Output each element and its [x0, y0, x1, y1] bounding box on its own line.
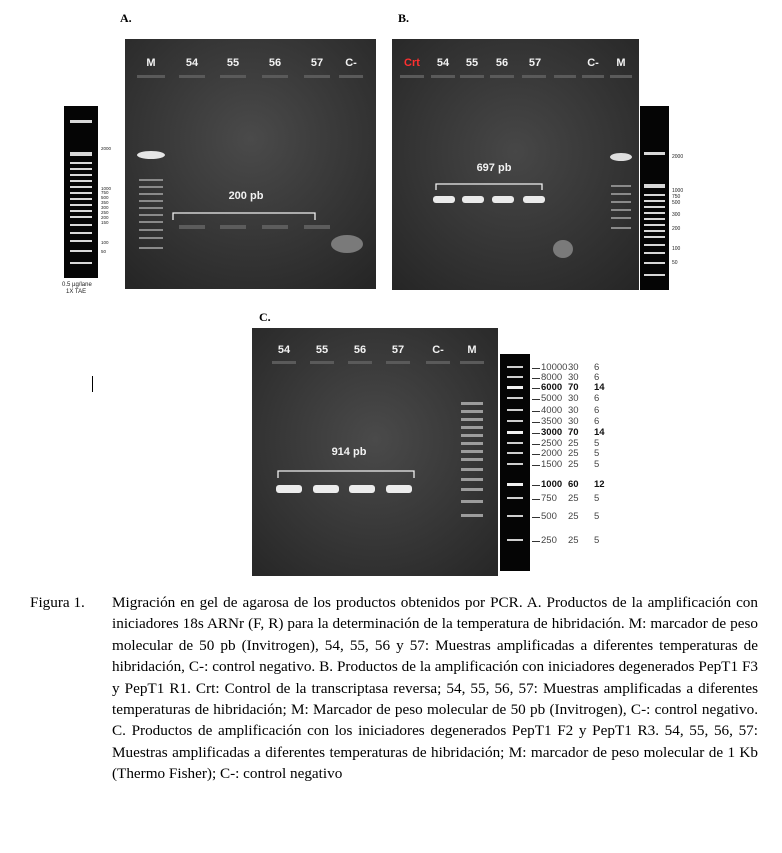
panel-c-ladder-cell: 30: [568, 393, 579, 404]
panel-a-gel: [125, 39, 376, 289]
panel-a-lane-label: 57: [310, 57, 324, 69]
panel-b-lane-label: 57: [528, 57, 542, 69]
panel-c-ladder-tick: [532, 433, 540, 434]
panel-c-ladder-cell: 70: [568, 382, 579, 393]
panel-c-ladder-cell: 30: [568, 372, 579, 383]
panel-a-ladder-size-label: 500: [101, 195, 109, 200]
panel-c-lane-label: 54: [277, 344, 291, 356]
panel-b-ladder-size-label: 100: [672, 246, 681, 252]
panel-c-lane-label: C-: [432, 344, 444, 356]
panel-a-ladder-size-label: 350: [101, 200, 109, 205]
panel-c-ladder-cell: 5000: [541, 393, 563, 404]
panel-c-ladder-cell: 25: [568, 448, 579, 459]
panel-a-lane-label: 55: [226, 57, 240, 69]
panel-b-band-label: 697 pb: [476, 162, 512, 174]
panel-c-ladder-cell: 1000: [541, 479, 563, 490]
panel-b-ladder-size-label: 50: [672, 260, 678, 266]
panel-c-ladder-cell: 6: [594, 416, 600, 427]
panel-c-ladder-tick: [532, 517, 540, 518]
panel-c-ladder-cell: 6000: [541, 382, 563, 393]
panel-c-ladder-cell: 5: [594, 448, 600, 459]
panel-b-ladder-size-label: 1000: [672, 188, 684, 194]
panel-c-ladder-tick: [532, 422, 540, 423]
panel-a-band-label: 200 pb: [228, 190, 264, 202]
panel-c-ladder-cell: 6: [594, 393, 600, 404]
panel-c-ladder-cell: 1500: [541, 459, 563, 470]
panel-c-ladder-cell: 2000: [541, 448, 563, 459]
panel-a-ladder-size-label: 2000: [101, 146, 112, 151]
panel-c-lane-label: 55: [315, 344, 329, 356]
panel-c-ladder-cell: 25: [568, 535, 579, 546]
panel-c-ladder-cell: 30: [568, 405, 579, 416]
panel-c-ladder-cell: 25: [568, 511, 579, 522]
panel-c-ladder-tick: [532, 378, 540, 379]
panel-a-ladder-size-label: 100: [101, 240, 109, 245]
panel-c-ladder-cell: 14: [594, 427, 605, 438]
panel-c-ladder-band: [507, 442, 523, 444]
panel-c-ladder-cell: 750: [541, 493, 557, 504]
panel-a-ladder-size-label: 250: [101, 210, 109, 215]
panel-a-ladder-buffer: 1X TAE: [66, 289, 87, 295]
panel-c-ladder-cell: 3500: [541, 416, 563, 427]
panel-b-lane-label: 55: [465, 57, 479, 69]
panel-b-ladder-size-label: 2000: [672, 154, 684, 160]
panel-b-lane-label: 56: [495, 57, 509, 69]
panel-c-ladder-bands: [500, 354, 530, 571]
panel-c-ladder-cell: 5: [594, 493, 600, 504]
panel-c-lane-label: 56: [353, 344, 367, 356]
panel-c-ladder-cell: 3000: [541, 427, 563, 438]
panel-b-lane-label: M: [616, 57, 626, 69]
panel-c-ladder-cell: 70: [568, 427, 579, 438]
panel-c-ladder-band: [507, 515, 523, 517]
panel-a-lane-label: 54: [185, 57, 199, 69]
panel-c-ladder-band: [507, 397, 523, 399]
panel-b-lane-label-crt: Crt: [404, 57, 420, 69]
panel-c-ladder-cell: 30: [568, 362, 579, 373]
panel-c-ladder-tick: [532, 388, 540, 389]
panel-a-label: A.: [120, 11, 132, 25]
panel-c-ladder-tick: [532, 541, 540, 542]
panel-b-ladder-bands: [640, 106, 669, 290]
panel-c-ladder-cell: 14: [594, 382, 605, 393]
panel-b-label: B.: [398, 11, 410, 25]
panel-c-ladder-image: [500, 354, 530, 571]
panel-a-ladder-size-label: 200: [101, 215, 109, 220]
panel-a-ladder-size-label: 300: [101, 205, 109, 210]
panel-b-gel-image: [392, 39, 639, 290]
panel-c-ladder-tick: [532, 499, 540, 500]
panel-c-ladder-band: [507, 431, 523, 434]
text-cursor: [92, 376, 93, 392]
panel-c-ladder-band: [507, 386, 523, 389]
panel-c-label: C.: [259, 310, 271, 324]
panel-a-ladder-size-label: 50: [101, 249, 107, 254]
panel-c-gel: [252, 328, 498, 576]
panel-c-ladder-cell: 4000: [541, 405, 563, 416]
panel-a-lane-label: 56: [268, 57, 282, 69]
panel-c-ladder-cell: 250: [541, 535, 557, 546]
panel-c-ladder-band: [507, 539, 523, 541]
panel-c-ladder-cell: 25: [568, 438, 579, 449]
panel-c-lane-label: 57: [391, 344, 405, 356]
caption-text: Migración en gel de agarosa de los productos obtenidos por PCR. A. Productos de la amplificación con iniciadores 18s ARNr (F, R) para la determinación de la temperatura de hibridación. M: marcador de peso molecular de 50 pb (Invitrogen), 54, 55, 56 y 57: Muestras amplificadas a diferentes temperaturas de hibridación, C-: control negativo. B. Productos de la amplificación con iniciadores degenerados PepT1 F3 y PepT1 R1. Crt: Control de la transcriptasa reversa; 54, 55, 56, 57: Muestras amplificadas a diferentes temperaturas de hibridación; M: Marcador de peso molecular de 50 pb (Invitrogen), C-: control negativo. C. Productos de amplificación con los iniciadores degenerados PepT1 F2 y PepT1 R3. 54, 55, 56, 57: Muestras amplificadas a diferentes temperaturas de hibridación; M: marcador de peso molecular de 1 Kb (Thermo Fisher); C-: control negativo: [112, 594, 758, 783]
panel-c-ladder-tick: [532, 411, 540, 412]
panel-c-band-label: 914 pb: [331, 446, 367, 458]
panel-b-lane-label: C-: [587, 57, 599, 69]
panel-b-gel: [392, 39, 639, 290]
panel-c-ladder-cell: 5: [594, 438, 600, 449]
panel-a-ladder-bands: [64, 106, 98, 278]
panel-c-ladder-band: [507, 463, 523, 465]
panel-a-ladder-load: 0.5 µg/lane: [62, 282, 92, 288]
panel-c-ladder-tick: [532, 485, 540, 486]
panel-c-ladder-band: [507, 420, 523, 422]
panel-b-ladder-size-label: 500: [672, 200, 681, 206]
panel-b-ladder-size-label: 200: [672, 226, 681, 232]
panel-a-ladder-image: [64, 106, 98, 278]
panel-b-ladder-size-label: 300: [672, 212, 681, 218]
panel-c-lane-label: M: [467, 344, 477, 356]
panel-c-ladder-cell: 6: [594, 405, 600, 416]
panel-a-ladder-size-label: 750: [101, 190, 109, 195]
panel-c-ladder-tick: [532, 399, 540, 400]
panel-c-ladder-band: [507, 497, 523, 499]
panel-c-ladder-cell: 6: [594, 362, 600, 373]
panel-b-lane-label: 54: [436, 57, 450, 69]
panel-c-ladder-cell: 8000: [541, 372, 563, 383]
panel-c-ladder-cell: 25: [568, 493, 579, 504]
panel-c-ladder-tick: [532, 454, 540, 455]
panel-a-ladder-size-label: 1000: [101, 186, 112, 191]
panel-b-ladder-image: [640, 106, 669, 290]
panel-c-ladder-cell: 12: [594, 479, 605, 490]
panel-c-gel-image: [252, 328, 498, 576]
panel-c-ladder-cell: 60: [568, 479, 579, 490]
panel-c-ladder-cell: 2500: [541, 438, 563, 449]
panel-c-ladder-cell: 10000: [541, 362, 568, 373]
panel-c-ladder-cell: 6: [594, 372, 600, 383]
panel-b-ladder-size-label: 750: [672, 194, 681, 200]
panel-c-ladder-tick: [532, 465, 540, 466]
panel-c-ladder-cell: 5: [594, 535, 600, 546]
panel-c-ladder-cell: 5: [594, 511, 600, 522]
panel-a-lane-label: M: [146, 57, 156, 69]
panel-c-ladder-band: [507, 366, 523, 368]
panel-c-ladder-cell: 25: [568, 459, 579, 470]
panel-c-ladder-band: [507, 483, 523, 486]
panel-c-ladder-band: [507, 376, 523, 378]
panel-c-ladder-tick: [532, 444, 540, 445]
panel-a-lane-label: C-: [345, 57, 357, 69]
panel-c-ladder-cell: 500: [541, 511, 557, 522]
panel-c-ladder-band: [507, 409, 523, 411]
panel-a-ladder-size-label: 150: [101, 220, 109, 225]
panel-c-ladder-band: [507, 452, 523, 454]
panel-c-ladder-tick: [532, 368, 540, 369]
panel-c-ladder-cell: 5: [594, 459, 600, 470]
panel-c-ladder-cell: 30: [568, 416, 579, 427]
panel-a-gel-image: [125, 39, 376, 289]
figure-label: Figura 1.: [30, 594, 85, 611]
